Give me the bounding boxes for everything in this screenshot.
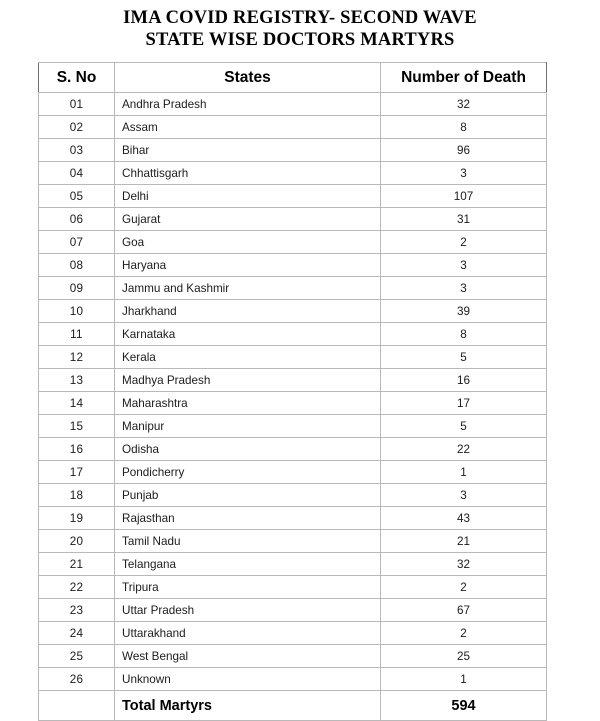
cell-number-of-death: 96 <box>381 139 547 162</box>
cell-number-of-death: 22 <box>381 438 547 461</box>
cell-number-of-death: 2 <box>381 622 547 645</box>
table-row <box>39 185 547 208</box>
cell-number-of-death: 43 <box>381 507 547 530</box>
cell-state-name: Uttar Pradesh <box>115 599 381 622</box>
table-row <box>39 645 547 668</box>
cell-number-of-death: 17 <box>381 392 547 415</box>
cell-state-name: Goa <box>115 231 381 254</box>
cell-state-name: Tripura <box>115 576 381 599</box>
column-header-number-of-death: Number of Death <box>381 63 547 93</box>
table-row <box>39 576 547 599</box>
table-row <box>39 438 547 461</box>
table-row <box>39 116 547 139</box>
cell-number-of-death: 21 <box>381 530 547 553</box>
cell-state-name: Assam <box>115 116 381 139</box>
total-number-of-death: 594 <box>381 691 547 721</box>
table-header <box>39 63 547 93</box>
cell-number-of-death: 8 <box>381 323 547 346</box>
table-row <box>39 254 547 277</box>
table-row <box>39 162 547 185</box>
cell-sno: 03 <box>39 139 115 162</box>
table-row <box>39 415 547 438</box>
cell-state-name: Unknown <box>115 668 381 691</box>
cell-state-name: Karnataka <box>115 323 381 346</box>
cell-number-of-death: 3 <box>381 162 547 185</box>
table-row <box>39 392 547 415</box>
cell-number-of-death: 32 <box>381 93 547 116</box>
cell-number-of-death: 1 <box>381 461 547 484</box>
table-row <box>39 346 547 369</box>
cell-sno: 16 <box>39 438 115 461</box>
cell-sno: 15 <box>39 415 115 438</box>
table-row <box>39 208 547 231</box>
cell-sno: 07 <box>39 231 115 254</box>
cell-number-of-death: 3 <box>381 484 547 507</box>
table-row <box>39 300 547 323</box>
cell-number-of-death: 5 <box>381 415 547 438</box>
table-header-row <box>39 63 547 93</box>
cell-state-name: West Bengal <box>115 645 381 668</box>
document-title <box>0 0 600 51</box>
cell-number-of-death: 31 <box>381 208 547 231</box>
cell-sno: 01 <box>39 93 115 116</box>
cell-number-of-death: 16 <box>381 369 547 392</box>
table-row <box>39 484 547 507</box>
table-row <box>39 461 547 484</box>
registry-table-container <box>38 62 546 721</box>
cell-sno: 25 <box>39 645 115 668</box>
cell-state-name: Gujarat <box>115 208 381 231</box>
cell-number-of-death: 2 <box>381 576 547 599</box>
cell-state-name: Telangana <box>115 553 381 576</box>
cell-number-of-death: 32 <box>381 553 547 576</box>
cell-sno: 05 <box>39 185 115 208</box>
cell-number-of-death: 3 <box>381 254 547 277</box>
column-header-states: States <box>115 63 381 93</box>
table-row <box>39 668 547 691</box>
table-row <box>39 139 547 162</box>
cell-sno: 21 <box>39 553 115 576</box>
title-line-2: STATE WISE DOCTORS MARTYRS <box>145 30 455 50</box>
table-row <box>39 231 547 254</box>
total-label: Total Martyrs <box>115 691 381 721</box>
cell-state-name: Odisha <box>115 438 381 461</box>
cell-sno: 04 <box>39 162 115 185</box>
cell-sno: 20 <box>39 530 115 553</box>
cell-sno: 06 <box>39 208 115 231</box>
table-row <box>39 277 547 300</box>
table-row <box>39 622 547 645</box>
cell-number-of-death: 39 <box>381 300 547 323</box>
cell-sno: 17 <box>39 461 115 484</box>
cell-state-name: Manipur <box>115 415 381 438</box>
cell-sno: 22 <box>39 576 115 599</box>
cell-state-name: Tamil Nadu <box>115 530 381 553</box>
cell-state-name: Haryana <box>115 254 381 277</box>
cell-sno: 23 <box>39 599 115 622</box>
title-line-1: IMA COVID REGISTRY- SECOND WAVE <box>123 8 477 28</box>
cell-state-name: Andhra Pradesh <box>115 93 381 116</box>
cell-state-name: Uttarakhand <box>115 622 381 645</box>
cell-sno: 08 <box>39 254 115 277</box>
cell-sno: 10 <box>39 300 115 323</box>
state-wise-martyrs-table <box>38 62 547 721</box>
cell-number-of-death: 1 <box>381 668 547 691</box>
cell-state-name: Jharkhand <box>115 300 381 323</box>
cell-state-name: Bihar <box>115 139 381 162</box>
cell-sno: 18 <box>39 484 115 507</box>
table-row <box>39 323 547 346</box>
cell-number-of-death: 25 <box>381 645 547 668</box>
cell-sno: 24 <box>39 622 115 645</box>
table-row <box>39 369 547 392</box>
table-row <box>39 507 547 530</box>
cell-sno: 19 <box>39 507 115 530</box>
cell-number-of-death: 5 <box>381 346 547 369</box>
cell-sno: 11 <box>39 323 115 346</box>
cell-state-name: Maharashtra <box>115 392 381 415</box>
cell-sno: 09 <box>39 277 115 300</box>
column-header-sno: S. No <box>39 63 115 93</box>
table-row <box>39 93 547 116</box>
cell-number-of-death: 8 <box>381 116 547 139</box>
cell-number-of-death: 3 <box>381 277 547 300</box>
cell-state-name: Kerala <box>115 346 381 369</box>
cell-number-of-death: 67 <box>381 599 547 622</box>
cell-state-name: Chhattisgarh <box>115 162 381 185</box>
table-body <box>39 93 547 721</box>
cell-state-name: Pondicherry <box>115 461 381 484</box>
cell-state-name: Punjab <box>115 484 381 507</box>
table-row <box>39 530 547 553</box>
cell-state-name: Delhi <box>115 185 381 208</box>
cell-sno: 26 <box>39 668 115 691</box>
table-row <box>39 553 547 576</box>
cell-sno: 13 <box>39 369 115 392</box>
cell-number-of-death: 2 <box>381 231 547 254</box>
cell-sno: 02 <box>39 116 115 139</box>
cell-state-name: Jammu and Kashmir <box>115 277 381 300</box>
cell-sno: 12 <box>39 346 115 369</box>
cell-state-name: Rajasthan <box>115 507 381 530</box>
cell-sno: 14 <box>39 392 115 415</box>
table-row <box>39 599 547 622</box>
cell-state-name: Madhya Pradesh <box>115 369 381 392</box>
cell-number-of-death: 107 <box>381 185 547 208</box>
total-cell-sno <box>39 691 115 721</box>
total-row <box>39 691 547 721</box>
